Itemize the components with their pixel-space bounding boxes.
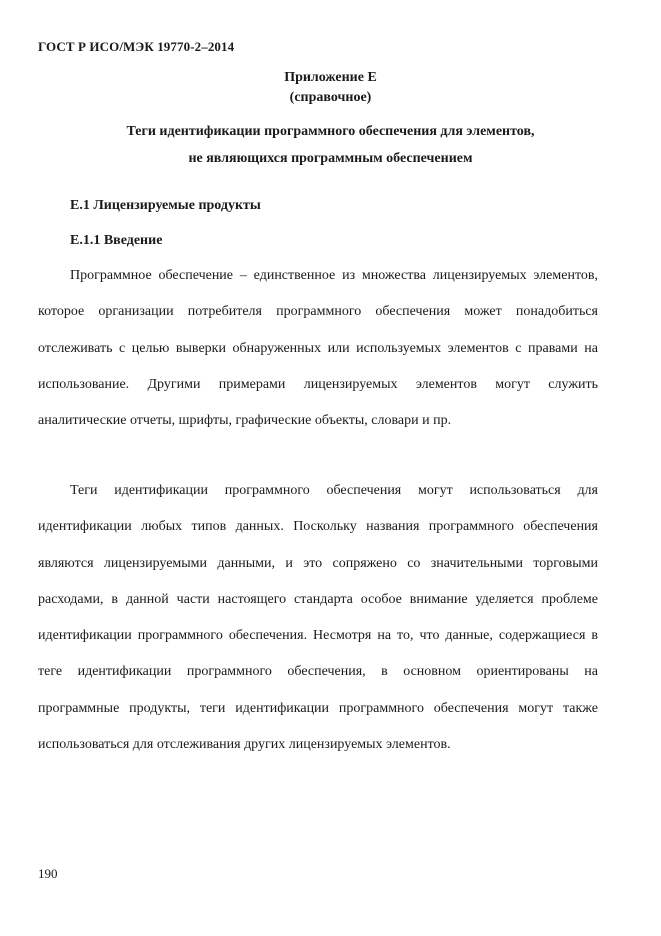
section-heading-e1-1: E.1.1 Введение [70, 233, 163, 248]
annex-heading-line-2: не являющихся программным обеспечением [188, 151, 473, 166]
section-heading-e1: E.1 Лицензируемые продукты [70, 198, 261, 213]
body-paragraph-1: Программное обеспечение – единственное из множества лицензируемых элементов, которое организации потребителя программного обеспечения может понадобиться отслеживать с целью выверки обнаруженных или используемых элементов с правами на использование. Другими примерами лицензируемых элементов могут служить аналитические отчеты, шрифты, графические объекты, словари и пр. [38, 268, 598, 429]
standard-designation: ГОСТ Р ИСО/МЭК 19770-2–2014 [38, 39, 235, 54]
page-number: 190 [38, 866, 58, 881]
annex-subtitle: (справочное) [289, 90, 372, 105]
body-paragraph-2: Теги идентификации программного обеспечения могут использоваться для идентификации любых типов данных. Поскольку названия программного обеспечения являются лицензируемыми данными, и это сопряжено со значительными торговыми расходами, в данной части настоящего стандарта особое внимание уделяется проблеме идентификации программного обеспечения. Несмотря на то, что данные, содержащиеся в теге идентификации программного обеспечения, в основном ориентированы на программные продукты, теги идентификации программного обеспечения могут также использоваться для отслеживания других лицензируемых элементов. [38, 483, 598, 753]
annex-heading-line-1: Теги идентификации программного обеспечения для элементов, [126, 124, 535, 139]
annex-title: Приложение E [284, 70, 377, 85]
